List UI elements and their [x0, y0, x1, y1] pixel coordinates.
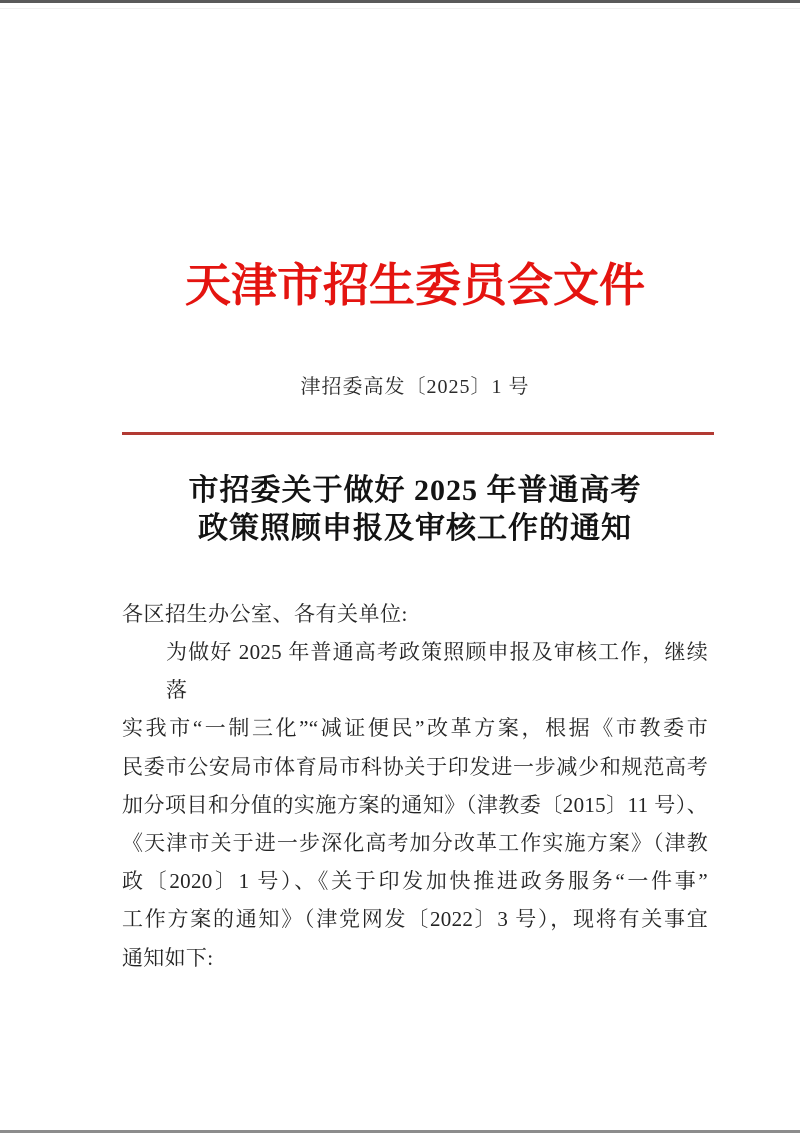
body-line: 政〔2020〕1 号）、《关于印发加快推进政务服务“一件事” [122, 869, 708, 894]
document-title-line2: 政策照顾申报及审核工作的通知 [198, 512, 632, 545]
body-paragraph [122, 633, 708, 977]
body-line: 加分项目和分值的实施方案的通知》（津教委〔2015〕11 号）、 [122, 792, 708, 817]
body-line: 民委市公安局市体育局市科协关于印发进一步减少和规范高考 [122, 754, 708, 779]
page-top-hairline [0, 8, 800, 9]
salutation: 各区招生办公室、各有关单位: [122, 602, 408, 626]
red-divider-line [122, 432, 714, 435]
body-line: 为做好 2025 年普通高考政策照顾申报及审核工作，继续落 [166, 640, 708, 703]
body-line: 工作方案的通知》（津党网发〔2022〕3 号），现将有关事宜 [122, 907, 708, 932]
agency-title: 天津市招生委员会文件 [185, 260, 645, 311]
body-line: 实我市“一制三化”“减证便民”改革方案，根据《市教委市 [122, 716, 708, 741]
document-number: 津招委高发〔2025〕1 号 [300, 376, 530, 398]
page-top-edge [0, 0, 800, 3]
body-line: 《天津市关于进一步深化高考加分改革工作实施方案》（津教 [122, 831, 708, 856]
document-title [122, 472, 708, 548]
body-line: 通知如下: [122, 945, 214, 970]
document-title-line1: 市招委关于做好 2025 年普通高考 [188, 474, 642, 507]
